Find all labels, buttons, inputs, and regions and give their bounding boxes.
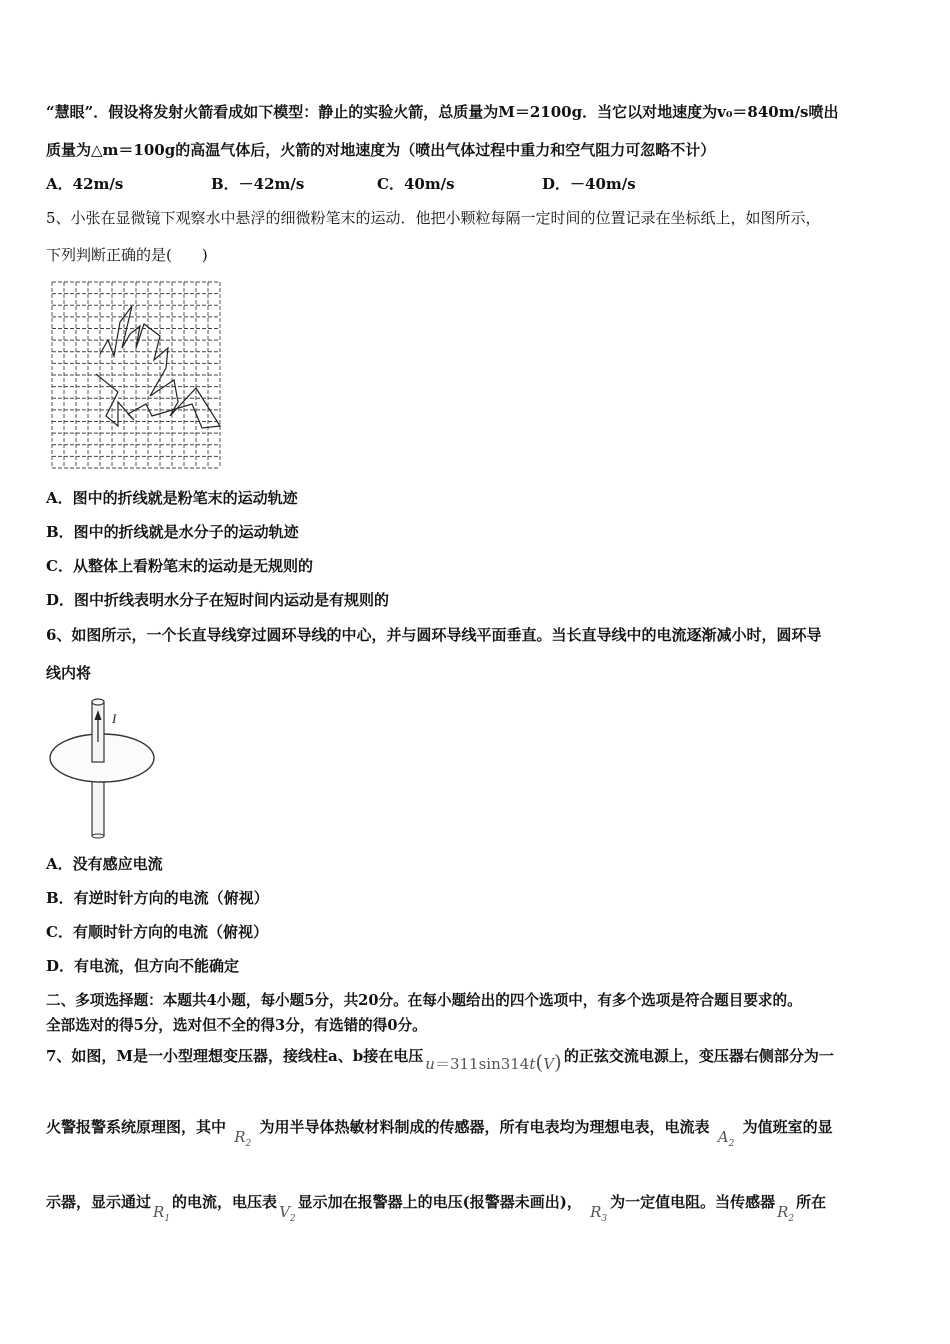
q5-option-b: B．图中的折线就是水分子的运动轨迹 <box>46 523 299 541</box>
q5-line2: 下列判断正确的是( ) <box>46 246 208 264</box>
q7-sym-r2-b: $R_2$ <box>777 1203 795 1224</box>
q6-option-d: D．有电流，但方向不能确定 <box>46 957 240 975</box>
q4-line1: “慧眼”．假设将发射火箭看成如下模型：静止的实验火箭，总质量为M＝2100g．当它以对地速度为v₀＝840m/s喷出 <box>46 103 839 121</box>
brownian-motion-figure <box>48 278 224 476</box>
wire-ring-svg <box>46 696 158 840</box>
q7-sym-r2-a: $R_2$ <box>234 1128 252 1149</box>
q7-text-1a: 7、如图，M是一小型理想变压器，接线柱a、b接在电压 <box>46 1047 424 1065</box>
q7-formula-t: t <box>529 1055 536 1073</box>
q5-option-c: C．从整体上看粉笔末的运动是无规则的 <box>46 557 313 575</box>
current-label: I <box>112 711 117 726</box>
q6-line1: 6、如图所示，一个长直导线穿过圆环导线的中心，并与圆环导线平面垂直。当长直导线中的电流逐渐减小时，圆环导 <box>46 626 822 644</box>
q4-option-a: A．42m/s <box>46 175 124 193</box>
q7-formula-eq: ＝311sin314 <box>434 1055 530 1073</box>
q7-sym-r3: $R_3$ <box>590 1203 608 1224</box>
q6-option-c: C．有顺时针方向的电流（俯视） <box>46 923 268 941</box>
q7-text-2b: 为用半导体热敏材料制成的传感器，所有电表均为理想电表，电流表 <box>259 1118 710 1136</box>
q7-text-3e: 所在 <box>796 1193 827 1211</box>
q5-option-a: A．图中的折线就是粉笔末的运动轨迹 <box>46 489 298 507</box>
q7-formula-u: u <box>425 1055 435 1073</box>
section2-line2: 全部选对的得5分，选对但不全的得3分，有选错的得0分。 <box>46 1017 427 1034</box>
section2-line1: 二、多项选择题：本题共4小题，每小题5分，共20分。在每小题给出的四个选项中，有多个选项是符合题目要求的。 <box>46 992 802 1009</box>
q7-line1 <box>46 1044 834 1074</box>
q5-option-d: D．图中折线表明水分子在短时间内运动是有规则的 <box>46 591 390 609</box>
q7-text-3b: 的电流，电压表 <box>172 1193 278 1211</box>
q6-option-a: A．没有感应电流 <box>46 855 163 873</box>
q7-text-1b: 的正弦交流电源上，变压器右侧部分为一 <box>563 1047 834 1065</box>
q7-sym-r1: $R_1$ <box>153 1203 171 1224</box>
q6-line2: 线内将 <box>46 664 92 682</box>
q7-sym-v2: $V_2$ <box>279 1203 296 1224</box>
q7-sym-a2: $A_2$ <box>717 1128 735 1149</box>
wire-ring-figure <box>46 696 158 844</box>
q7-formula-v: V <box>543 1055 555 1073</box>
q7-text-3a: 示器，显示通过 <box>46 1193 152 1211</box>
q4-option-b: B．－42m/s <box>211 175 305 193</box>
q5-line1: 5、小张在显微镜下观察水中悬浮的细微粉笔末的运动．他把小颗粒每隔一定时间的位置记录在坐标纸上，如图所示， <box>46 209 821 227</box>
q4-option-d: D．－40m/s <box>542 175 636 193</box>
q4-line2: 质量为△m＝100g的高温气体后，火箭的对地速度为（喷出气体过程中重力和空气阻力可忽略不计） <box>46 141 716 159</box>
q7-text-2a: 火警报警系统原理图，其中 <box>46 1118 227 1136</box>
q6-option-b: B．有逆时针方向的电流（俯视） <box>46 889 269 907</box>
brownian-grid-svg <box>48 278 224 472</box>
q7-line3 <box>46 1192 827 1224</box>
q7-voltage-formula: u＝311sin314t(V) <box>425 1050 562 1074</box>
q7-text-3d: 为一定值电阻。当传感器 <box>610 1193 776 1211</box>
q4-option-c: C．40m/s <box>377 175 455 193</box>
q7-line2 <box>46 1117 833 1149</box>
q7-text-2c: 为值班室的显 <box>742 1118 833 1136</box>
q7-text-3c: 显示加在报警器上的电压(报警器未画出)， <box>297 1193 582 1211</box>
